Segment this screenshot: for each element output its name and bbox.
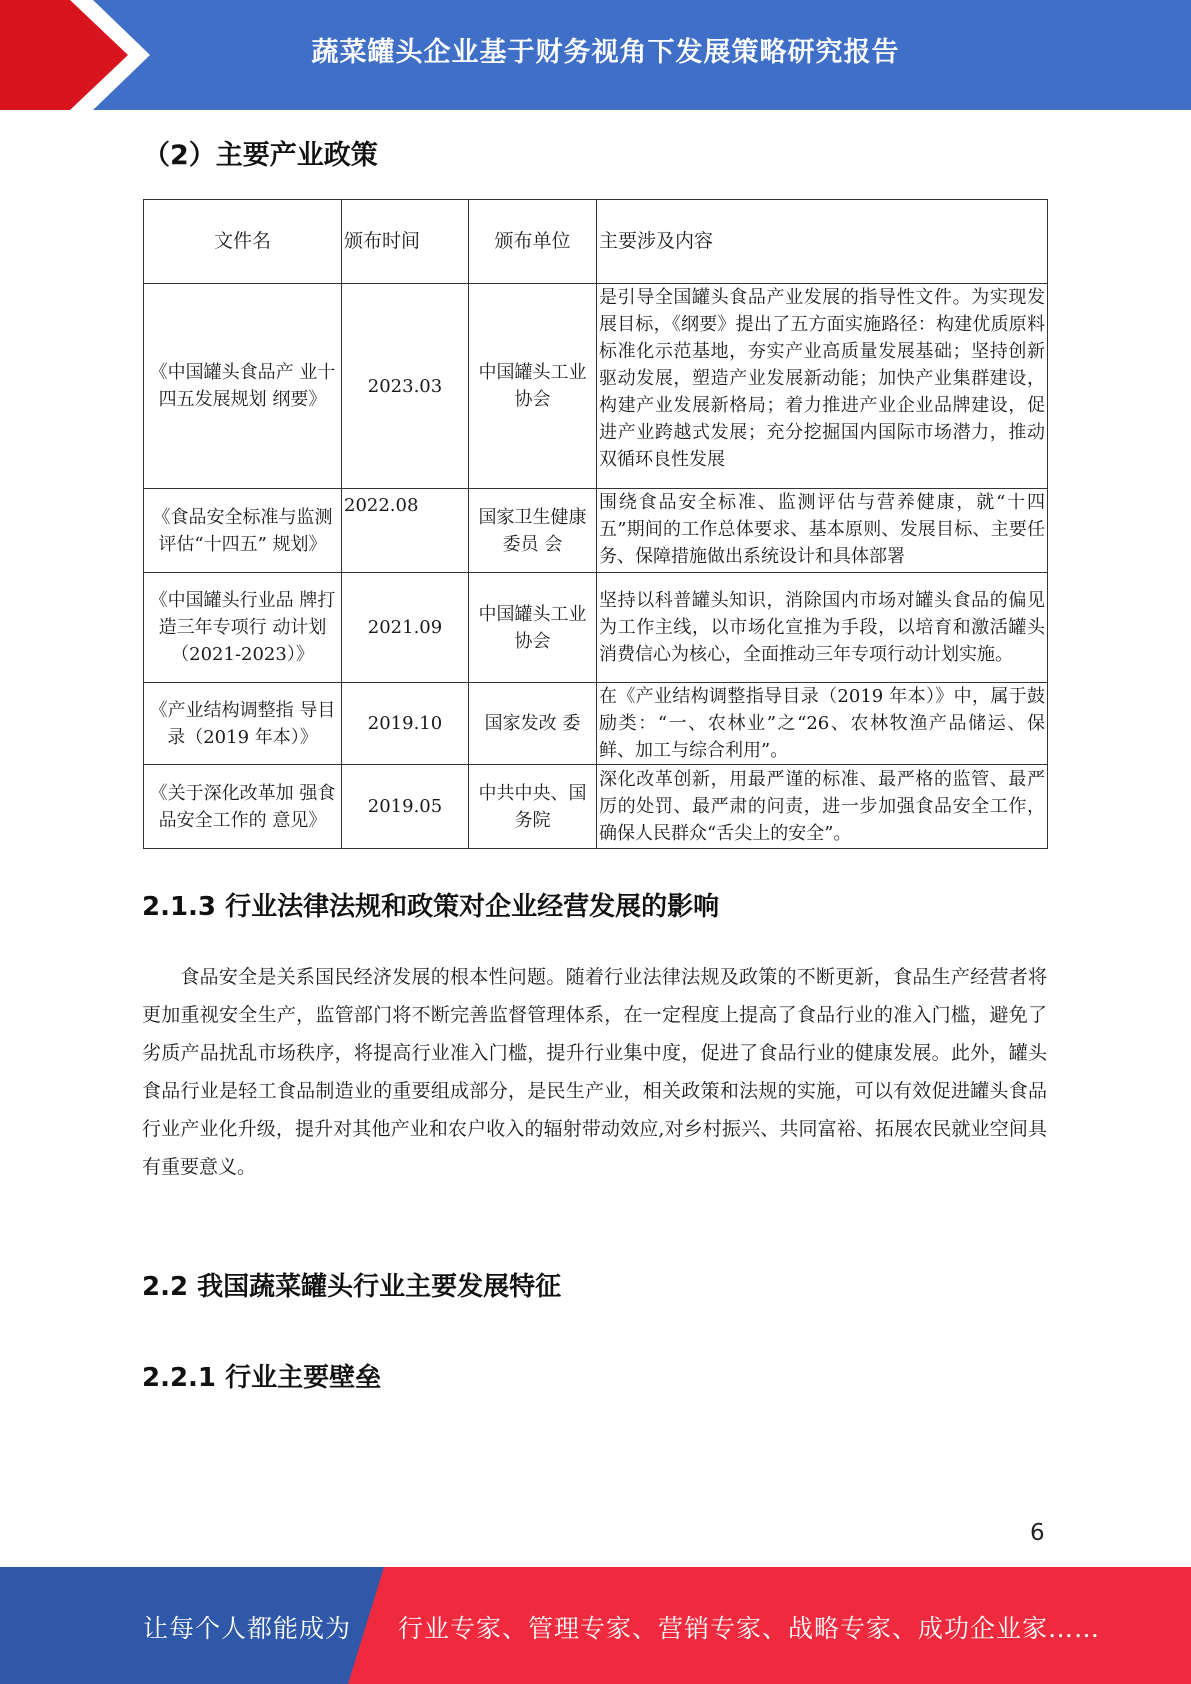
- footer-slogan-left: 让每个人都能成为: [143, 1614, 352, 1643]
- cell-content: [597, 489, 1048, 573]
- table-row: [144, 489, 1048, 573]
- table-row: [144, 573, 1048, 683]
- cell-issuer: 中国罐头工业协会: [469, 573, 597, 683]
- column-header: 颁布时间: [342, 200, 469, 284]
- cell-content: 坚持以科普罐头知识，消除国内市场对罐头食品的偏见为工作主线，以市场化宣推为手段，以培育和激活罐头消费信心为核心，全面推动三年专项行动计划实施。: [597, 573, 1048, 683]
- table-row: [144, 284, 1048, 489]
- paragraph-text: 食品安全是关系国民经济发展的根本性问题。随着行业法律法规及政策的不断更新，食品生产经营者将更加重视安全生产，监管部门将不断完善监督管理体系，在一定程度上提高了食品行业的准入门槛，避免了劣质产品扰乱市场秩序，将提高行业准入门槛，提升行业集中度，促进了食品行业的健康发展。此外，罐头食品行业是轻工食品制造业的重要组成部分，是民生产业，相关政策和法规的实施，可以有效促进罐头食品行业产业化升级，提升对其他产业和农户收入的辐射带动效应,对乡村振兴、共同富裕、拓展农民就业空间具有重要意义。: [142, 966, 1047, 1178]
- cell-content-text: 是引导全国罐头食品产业发展的指导性文件。为实现发展目标，《纲要》提出了五方面实施路径：构建优质原料标准化示范基地，夯实产业高质量发展基础；坚持创新驱动发展，塑造产业发展新动能；加快产业集群建设，构建产业发展新格局；着力推进产业企业品牌建设，促进产业跨越式发展；充分挖掘国内国际市场潜力，推动双循环良性发展: [599, 287, 1045, 470]
- cell-issuer: 国家卫生健康委员 会: [469, 489, 597, 573]
- cell-date: 2019.05: [342, 765, 469, 849]
- cell-date: 2022.08: [342, 489, 469, 573]
- cell-content-text: 围绕食品安全标准、监测评估与营养健康，就“十四五”期间的工作总体要求、基本原则、发展目标、主要任务、保障措施做出系统设计和具体部署: [599, 492, 1045, 567]
- cell-date: 2023.03: [342, 284, 469, 489]
- cell-issuer: 国家发改 委: [469, 683, 597, 765]
- policy-table: [143, 199, 1048, 849]
- header-banner: [0, 0, 1191, 110]
- cell-document-name: 《产业结构调整指 导目录（2019 年本）》: [144, 683, 342, 765]
- column-header: 颁布单位: [469, 200, 597, 284]
- footer-slogan-right: 行业专家、管理专家、营销专家、战略专家、成功企业家……: [398, 1614, 1101, 1643]
- cell-date: 2019.10: [342, 683, 469, 765]
- cell-date: 2021.09: [342, 573, 469, 683]
- page-number: 6: [1030, 1520, 1045, 1546]
- cell-document-name: 《食品安全标准与监测评估“十四五” 规划》: [144, 489, 342, 573]
- cell-content: 在《产业结构调整指导目录（2019 年本）》中，属于鼓励类：“一、农林业”之“26、农林牧渔产品储运、保鲜、加工与综合利用”。: [597, 683, 1048, 765]
- report-title: 蔬菜罐头企业基于财务视角下发展策略研究报告: [311, 37, 900, 68]
- cell-content: [597, 284, 1048, 489]
- section-heading-2-2-1: 2.2.1 行业主要壁垒: [142, 1363, 382, 1393]
- section-heading-policy: （2）主要产业政策: [143, 140, 378, 171]
- footer-banner: [0, 1567, 1191, 1684]
- cell-document-name: 《中国罐头行业品 牌打造三年专项行 动计划（2021-2023）》: [144, 573, 342, 683]
- cell-document-name: 《中国罐头食品产 业十四五发展规划 纲要》: [144, 284, 342, 489]
- cell-content: 深化改革创新，用最严谨的标准、最严格的监管、最严厉的处罚、最严肃的问责，进一步加强食品安全工作，确保人民群众“舌尖上的安全”。: [597, 765, 1048, 849]
- table-row: [144, 765, 1048, 849]
- cell-document-name: 《关于深化改革加 强食品安全工作的 意见》: [144, 765, 342, 849]
- cell-issuer: 中共中央、国务院: [469, 765, 597, 849]
- column-header: 文件名: [144, 200, 342, 284]
- column-header: 主要涉及内容: [597, 200, 1048, 284]
- body-paragraph: [142, 958, 1047, 1186]
- section-heading-2-1-3: 2.1.3 行业法律法规和政策对企业经营发展的影响: [142, 892, 720, 922]
- section-heading-2-2: 2.2 我国蔬菜罐头行业主要发展特征: [142, 1272, 562, 1302]
- table-row: [144, 683, 1048, 765]
- table-header-row: [144, 200, 1048, 284]
- cell-issuer: 中国罐头工业协会: [469, 284, 597, 489]
